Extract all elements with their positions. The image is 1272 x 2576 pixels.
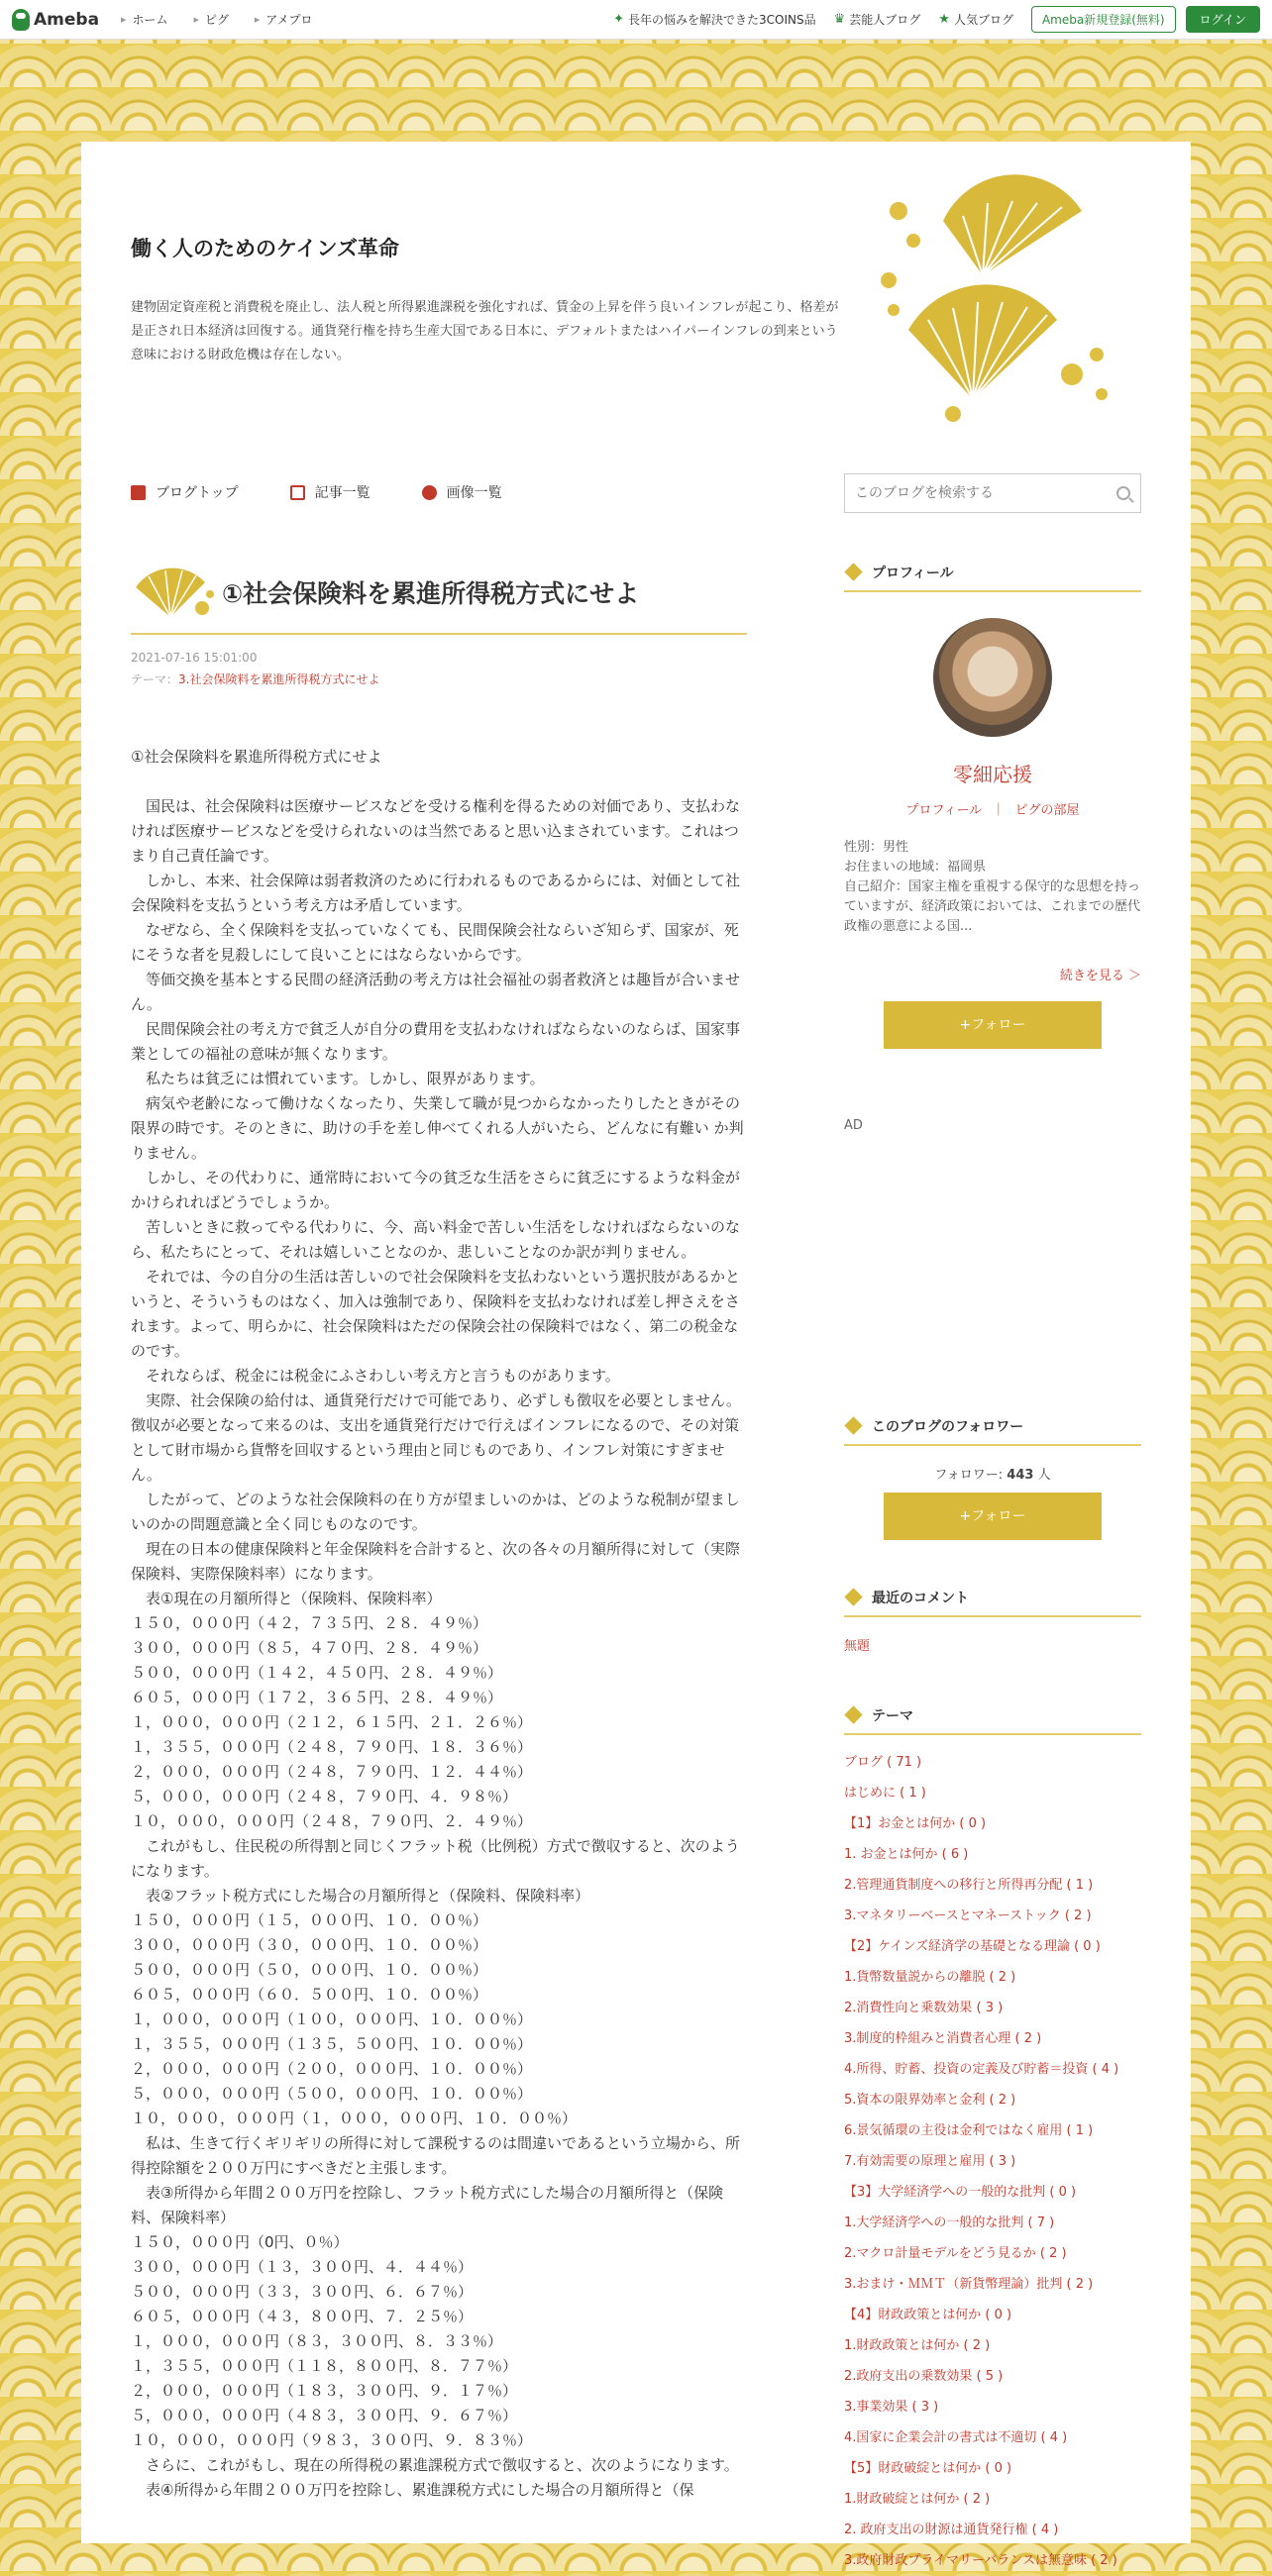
ad-label: AD — [844, 1118, 863, 1133]
profile-links-separator: ｜ — [992, 803, 1006, 818]
article-paragraph: ２，０００，０００円（２４８，７９０円、１２．４４％） — [131, 1763, 533, 1781]
theme-item[interactable]: 7.有効需要の原理と雇用 ( 3 ) — [844, 2154, 1016, 2169]
article-paragraph: ５，０００，０００円（２４８，７９０円、４．９８％） — [131, 1788, 518, 1805]
fan-icon — [131, 563, 216, 622]
article-paragraph: ①社会保険料を累進所得税方式にせよ — [131, 748, 382, 766]
article-body — [131, 745, 747, 2503]
theme-item[interactable]: 4.所得、貯蓄、投資の定義及び貯蓄＝投資 ( 4 ) — [844, 2062, 1119, 2077]
comments-heading-label: 最近のコメント — [872, 1591, 969, 1606]
theme-item[interactable]: 2.マクロ計量モデルをどう見るか ( 2 ) — [844, 2246, 1067, 2261]
blog-description: 建物固定資産税と消費税を廃止し、法人税と所得累進課税を強化すれば、賃金の上昇を伴う良いインフレが起こり、格差が是正され日本経済は回復する。通貨発行権を持ち生産大国である日本に、デフォルトまたはハイパーインフレの到来という意味における財政危機は存在しない。 — [131, 300, 839, 362]
profile-heading-label: プロフィール — [872, 566, 954, 581]
profile-links — [844, 799, 1141, 818]
nav-article-list[interactable] — [290, 482, 371, 502]
star-icon: ★ — [938, 12, 950, 27]
article-paragraph: さらに、これがもし、現在の所得税の累進課税方式で徴収すると、次のようになります。 — [131, 2456, 739, 2474]
nav-pig[interactable]: ▶ ピグ — [193, 11, 228, 28]
celebrity-blog-link[interactable] — [834, 11, 921, 28]
article-paragraph: １，３５５，０００円（１１８，８００円、８．７７％） — [131, 2357, 518, 2375]
article-paragraph: 私は、生きて行くギリギリの所得に対して課税するのは間違いであるという立場から、所得控除額を２００万円にすべきだと主張します。 — [131, 2134, 741, 2177]
theme-item[interactable]: 3.おまけ・ＭＭＴ（新貨幣理論）批判 ( 2 ) — [844, 2277, 1094, 2292]
ameba-logo-text: Ameba — [34, 9, 100, 30]
theme-item[interactable]: 5.資本の限界効率と金利 ( 2 ) — [844, 2093, 1016, 2108]
nav-blog-top[interactable] — [131, 482, 239, 502]
article-paragraph: 私たちは貧乏には慣れています。しかし、限界があります。 — [131, 1070, 545, 1087]
nav-image-list-label: 画像一覧 — [446, 485, 502, 501]
theme-item[interactable]: 3.マネタリーベースとマネーストック ( 2 ) — [844, 1908, 1092, 1923]
theme-item[interactable]: 1. お金とは何か ( 6 ) — [844, 1847, 969, 1862]
article-paragraph: 表③所得から年間２００万円を控除し、フラット税方式にした場合の月額所得と（保険料、保険料率） — [131, 2184, 724, 2226]
article-paragraph: １０，０００，０００円（１，０００，０００円、１０．００％） — [131, 2110, 578, 2127]
blog-nav — [131, 482, 554, 502]
theme-item[interactable]: 【4】財政政策とは何か ( 0 ) — [844, 2308, 1012, 2322]
article-paragraph: １，０００，０００円（２１２，６１５円、２１．２６％） — [131, 1713, 533, 1731]
leaf-icon: ✦ — [613, 12, 625, 27]
article-paragraph: ５，０００，０００円（５００，０００円、１０．００％） — [131, 2085, 533, 2103]
theme-item[interactable]: 1.財政政策とは何か ( 2 ) — [844, 2338, 991, 2353]
theme-item[interactable]: 4.国家に企業会計の書式は不適切 ( 4 ) — [844, 2430, 1068, 2445]
article — [131, 558, 747, 2503]
theme-item[interactable]: 【3】大学経済学への一般的な批判 ( 0 ) — [844, 2185, 1077, 2200]
article-paragraph: １５０，０００円（４２，７３５円、２８．４９％） — [131, 1614, 488, 1632]
profile-more-link[interactable]: 続きを見る ＞ — [1059, 969, 1141, 983]
blog-search — [844, 473, 1141, 513]
theme-item[interactable]: 2.政府支出の乗数効果 ( 5 ) — [844, 2369, 1004, 2384]
theme-item[interactable]: 1.貨幣数量説からの離脱 ( 2 ) — [844, 1970, 1016, 1985]
theme-item[interactable]: 2. 政府支出の財源は通貨発行権 ( 4 ) — [844, 2523, 1059, 2537]
article-paragraph: なぜなら、全く保険料を支払っていなくても、民間保険会社ならいざ知らず、国家が、死にそうな者を見殺しにして良いことにはならないからです。 — [131, 921, 739, 964]
header-fan-decoration — [874, 181, 1121, 429]
theme-item[interactable]: 3.政府財政プライマリーバランスは無意味 ( 2 ) — [844, 2553, 1117, 2568]
profile-gender: 性別：男性 — [844, 840, 909, 855]
theme-item[interactable]: ブログ ( 71 ) — [844, 1755, 922, 1770]
follow-button-2[interactable]: +フォロー — [884, 1493, 1102, 1540]
article-paragraph: ２，０００，０００円（１８３，３００円、９．１７％） — [131, 2382, 518, 2400]
theme-item[interactable]: 2.管理通貨制度への移行と所得再分配 ( 1 ) — [844, 1878, 1094, 1893]
camera-icon — [422, 485, 437, 500]
article-paragraph: ５００，０００円（３３，３００円、６．６７％） — [131, 2283, 474, 2301]
article-paragraph: １５０，０００円（１５，０００円、１０．００％） — [131, 1911, 488, 1929]
article-paragraph: 病気や老齢になって働けなくなったり、失業して職が見つからなかったりしたときがその限界の時です。そのときに、助けの手を差し伸べてくれる人がいたら、どんなに有難い か判りません。 — [131, 1094, 744, 1162]
theme-item[interactable]: 3.事業効果 ( 3 ) — [844, 2400, 939, 2415]
profile-info — [844, 838, 1141, 937]
article-paragraph: 苦しいときに救ってやる代わりに、今、高い料金で苦しい生活をしなければならないのなら、私たちにとって、それは嬉しいことなのか、悲しいことなのか訳が判りません。 — [131, 1218, 741, 1261]
profile-link[interactable]: プロフィール — [905, 803, 983, 818]
sidebar — [844, 563, 1141, 2576]
article-title[interactable]: ①社会保険料を累進所得税方式にせよ — [222, 579, 640, 608]
popular-blog-label: 人気ブログ — [953, 13, 1013, 27]
blog-title[interactable]: 働く人のためのケインズ革命 — [131, 237, 399, 260]
nav-amepro[interactable]: ▶ アメプロ — [255, 11, 313, 28]
diamond-icon — [844, 1588, 864, 1607]
article-paragraph: ６０５，０００円（１７２，３６５円、２８．４９％） — [131, 1689, 503, 1706]
article-paragraph: 等価交換を基本とする民間の経済活動の考え方は社会福祉の弱者救済とは趣旨が合いません。 — [131, 971, 741, 1013]
top-nav — [121, 11, 338, 28]
article-paragraph: しかし、その代わりに、通常時において今の貧乏な生活をさらに貧乏にするような料金がかけられればどうでしょうか。 — [131, 1169, 741, 1211]
follower-count-unit: 人 — [1033, 1468, 1051, 1483]
comment-link[interactable]: 無題 — [844, 1639, 871, 1654]
pig-room-link[interactable]: ピグの部屋 — [1014, 803, 1080, 818]
promo-link[interactable] — [613, 11, 816, 28]
ameba-logo[interactable] — [12, 9, 99, 31]
article-paragraph: ６０５，０００円（４３，８００円、７．２５％） — [131, 2308, 474, 2325]
theme-heading-label: テーマ — [872, 1708, 913, 1724]
follower-count — [844, 1464, 1141, 1483]
popular-blog-link[interactable] — [938, 11, 1013, 28]
theme-item[interactable]: 6.景気循環の主役は金利ではなく雇用 ( 1 ) — [844, 2123, 1094, 2138]
article-paragraph: したがって、どのような社会保険料の在り方が望ましいのかは、どのような税制が望ましいのかの問題意識と全く同じものなのです。 — [131, 1491, 740, 1533]
article-paragraph — [131, 770, 747, 794]
article-paragraph: ３００，０００円（３０，０００円、１０．００％） — [131, 1936, 488, 1954]
blog-panel — [81, 142, 1191, 2568]
article-paragraph: １，３５５，０００円（１３５，５００円、１０．００％） — [131, 2035, 533, 2053]
theme-item[interactable]: 【1】お金とは何か ( 0 ) — [844, 1816, 987, 1831]
theme-item[interactable]: 2.消費性向と乗数効果 ( 3 ) — [844, 2001, 1004, 2015]
followers-heading-label: このブログのフォロワー — [872, 1419, 1024, 1435]
article-paragraph: １０，０００，０００円（２４８，７９０円、２．４９％） — [131, 1812, 533, 1830]
comments-heading — [844, 1588, 1141, 1617]
followers-heading — [844, 1416, 1141, 1446]
article-paragraph: １，３５５，０００円（２４８，７９０円、１８．３６％） — [131, 1738, 533, 1756]
article-paragraph: ３００，０００円（８５，４７０円、２８．４９％） — [131, 1639, 488, 1657]
article-paragraph: ６０５，０００円（６０．５００円、１０．００％） — [131, 1986, 488, 2004]
avatar[interactable] — [933, 618, 1052, 737]
article-paragraph: １，０００，０００円（８３，３００円、８．３３％） — [131, 2332, 503, 2350]
article-theme — [131, 670, 747, 687]
search-icon[interactable] — [1116, 486, 1130, 500]
nav-article-list-label: 記事一覧 — [314, 485, 371, 501]
profile-name[interactable]: 零細応援 — [953, 763, 1032, 786]
login-button[interactable]: ログイン — [1186, 6, 1260, 33]
theme-item[interactable]: 1.財政破綻とは何か ( 2 ) — [844, 2492, 991, 2507]
theme-heading — [844, 1705, 1141, 1735]
article-paragraph: 表①現在の月額所得と（保険料、保険料率） — [131, 1590, 442, 1607]
article-paragraph: 表④所得から年間２００万円を控除し、累進課税方式にした場合の月額所得と（保 — [131, 2481, 694, 2499]
article-theme-link[interactable]: 3.社会保険料を累進所得税方式にせよ — [178, 672, 380, 686]
follow-button[interactable]: +フォロー — [884, 1001, 1102, 1049]
article-paragraph: ５００，０００円（５０，０００円、１０．００％） — [131, 1961, 488, 1979]
article-theme-label: テーマ： — [131, 672, 179, 686]
nav-image-list[interactable] — [422, 482, 502, 502]
document-icon — [131, 485, 146, 500]
theme-item[interactable]: 3.制度的枠組みと消費者心理 ( 2 ) — [844, 2031, 1042, 2046]
article-paragraph: 実際、社会保険の給付は、通貨発行だけで可能であり、必ずしも徴収を必要としません。徴収が必要となって来るのは、支出を通貨発行だけで行えばインフレになるので、その対策として財市場から貨幣を回収するという理由と同じものであり、インフレ対策にすぎません。 — [131, 1391, 741, 1484]
article-paragraph: 国民は、社会保険料は医療サービスなどを受ける権利を得るための対価であり、支払わなければ医療サービスなどを受けられないのは当然であると思い込まされています。これはつまり自己責任論です。 — [131, 797, 741, 865]
profile-intro: 自己紹介：国家主権を重視する保守的な思想を持っていますが、経済政策においては、これまでの歴代政権の悪意による国... — [844, 879, 1141, 934]
profile-heading — [844, 563, 1141, 592]
crown-icon: ♛ — [833, 12, 846, 27]
list-icon — [290, 485, 305, 500]
article-paragraph: 現在の日本の健康保険料と年金保険料を合計すると、次の各々の月額所得に対して（実際保険料、実際保険料率）になります。 — [131, 1540, 741, 1583]
diamond-icon — [844, 563, 864, 582]
article-paragraph: ２，０００，０００円（２００，０００円、１０．００％） — [131, 2060, 533, 2078]
ameba-frog-icon — [12, 9, 30, 31]
article-paragraph: それでは、今の自分の生活は苦しいので社会保険料を支払わないという選択肢があるかというと、そういうものはなく、加入は強制であり、保険料を支払わなければ差し押さえをされます。よって、明らかに、社会保険料はただの保険会社の保険料ではなく、第二の税金なのです。 — [131, 1268, 741, 1360]
article-paragraph: 民間保険会社の考え方で貧乏人が自分の費用を支払わなければならないのならば、国家事業としての福祉の意味が無くなります。 — [131, 1020, 741, 1063]
diamond-icon — [844, 1705, 864, 1725]
article-paragraph: １５０，０００円（0円、０％） — [131, 2233, 349, 2251]
promo-link-label: 長年の悩みを解決できた3COINS品 — [628, 13, 816, 27]
register-button[interactable]: Ameba新規登録(無料) — [1031, 6, 1176, 33]
search-input[interactable] — [855, 485, 1116, 501]
article-paragraph: １，０００，０００円（１００，０００円、１０．００％） — [131, 2010, 533, 2028]
theme-item[interactable]: 【2】ケインズ経済学の基礎となる理論 ( 0 ) — [844, 1939, 1101, 1954]
article-paragraph: ５，０００，０００円（４８３，３００円、９．６７％） — [131, 2407, 518, 2424]
nav-blog-top-label: ブログトップ — [156, 485, 239, 501]
diamond-icon — [844, 1416, 864, 1436]
article-paragraph: これがもし、住民税の所得割と同じくフラット税（比例税）方式で徴収すると、次のようになります。 — [131, 1837, 740, 1880]
profile-location: お住まいの地域：福岡県 — [844, 860, 987, 875]
theme-item[interactable]: 1.大学経済学への一般的な批判 ( 7 ) — [844, 2215, 1055, 2230]
theme-item[interactable]: はじめに ( 1 ) — [844, 1786, 926, 1801]
article-paragraph: しかし、本来、社会保障は弱者救済のために行われるものであるからには、対価として社会保険料を支払うという考え方は矛盾しています。 — [131, 872, 741, 914]
article-paragraph: 表②フラット税方式にした場合の月額所得と（保険料、保険料率） — [131, 1887, 590, 1905]
article-header — [131, 558, 747, 635]
nav-home[interactable]: ▶ ホーム — [121, 11, 167, 28]
article-paragraph: ５００，０００円（１４２，４５０円、２８．４９％） — [131, 1664, 503, 1682]
article-paragraph: １０，０００，０００円（９８３，３００円、９．８３％） — [131, 2431, 533, 2449]
celebrity-blog-label: 芸能人ブログ — [849, 13, 921, 27]
follower-count-value: 443 — [1007, 1468, 1034, 1483]
ameba-header — [0, 0, 1272, 40]
theme-item[interactable]: 【5】財政破綻とは何か ( 0 ) — [844, 2461, 1012, 2476]
top-links — [613, 6, 1272, 33]
article-date: 2021-07-16 15:01:00 — [131, 651, 258, 665]
theme-list — [844, 1747, 1141, 2576]
article-paragraph: それならば、税金には税金にふさわしい考え方と言うものがあります。 — [131, 1367, 620, 1385]
article-paragraph: ３００，０００円（１３，３００円、４．４４％） — [131, 2258, 474, 2276]
follower-count-label: フォロワー: — [934, 1468, 1007, 1483]
